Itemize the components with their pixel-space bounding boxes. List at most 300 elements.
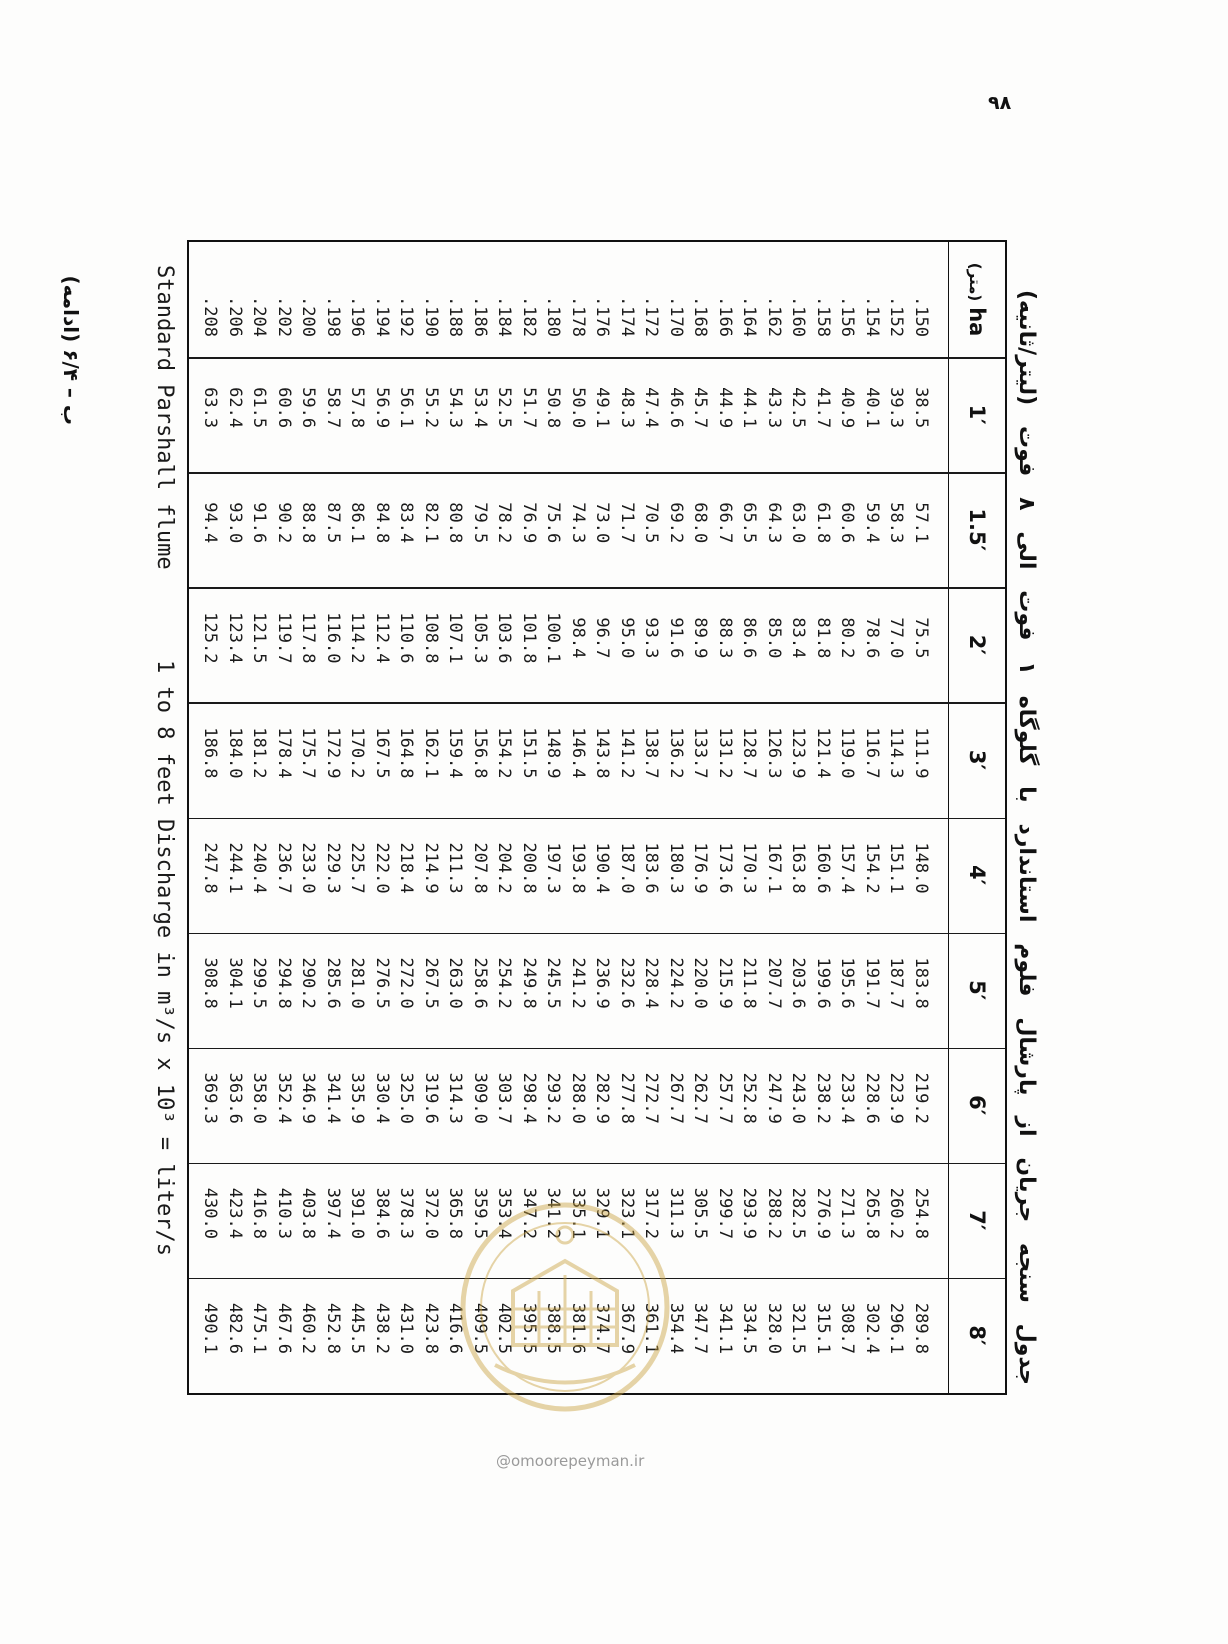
discharge-cell: 330.4	[372, 1072, 392, 1124]
discharge-cell: 66.7	[715, 502, 735, 544]
discharge-cell: 38.5	[911, 387, 931, 429]
discharge-cell: 151.1	[886, 842, 907, 894]
column-divider	[189, 1163, 1005, 1165]
discharge-cell: 288.0	[568, 1072, 588, 1124]
discharge-cell: 57.8	[347, 387, 368, 429]
discharge-cell: 431.0	[396, 1302, 417, 1355]
head-value-cell: .162	[764, 296, 784, 338]
column-divider	[189, 933, 1005, 935]
discharge-cell: 354.4	[666, 1302, 686, 1355]
discharge-cell: 238.2	[813, 1072, 833, 1124]
discharge-cell: 98.4	[568, 617, 588, 659]
discharge-cell: 303.7	[494, 1072, 515, 1124]
discharge-cell: 200.8	[519, 842, 539, 894]
discharge-cell: 100.1	[543, 612, 564, 664]
discharge-cell: 272.0	[396, 957, 417, 1009]
discharge-cell: 86.1	[347, 502, 368, 544]
head-value-cell: .170	[666, 296, 686, 338]
discharge-cell: 277.8	[617, 1072, 637, 1124]
discharge-cell: 56.1	[396, 387, 417, 429]
discharge-cell: 88.3	[715, 617, 735, 659]
column-header-9: 8′	[965, 1325, 989, 1346]
head-value-cell: .202	[274, 296, 294, 338]
discharge-cell: 42.5	[788, 387, 809, 429]
discharge-cell: 160.6	[813, 842, 833, 894]
discharge-cell: 241.2	[568, 957, 588, 1009]
caption-units: 1 to 8 feet Discharge in m³/s x 10³ = liter/s	[152, 660, 177, 1257]
discharge-cell: 159.4	[445, 727, 466, 779]
discharge-cell: 63.0	[788, 502, 809, 544]
discharge-cell: 430.0	[200, 1187, 221, 1239]
discharge-cell: 56.9	[372, 387, 392, 429]
head-value-cell: .208	[200, 296, 221, 338]
discharge-cell: 218.4	[396, 842, 417, 894]
column-header-3: 2′	[965, 634, 989, 655]
discharge-cell: 71.7	[617, 502, 637, 544]
discharge-cell: 254.8	[911, 1187, 931, 1239]
head-value-cell: .172	[641, 296, 662, 338]
discharge-cell: 173.6	[715, 842, 735, 894]
discharge-cell: 53.4	[470, 387, 490, 429]
discharge-cell: 219.2	[911, 1072, 931, 1124]
discharge-cell: 49.1	[592, 387, 613, 429]
discharge-cell: 282.9	[592, 1072, 613, 1124]
table-title: جدول سنجه جریان از پارشال فلوم استاندارد با گلوگاه ۱ فوت الی ۸ فوت (لیتر/ثانیه)	[1014, 290, 1039, 1386]
discharge-cell: 402.5	[494, 1302, 515, 1355]
discharge-cell: 44.9	[715, 387, 735, 429]
discharge-cell: 409.5	[470, 1302, 490, 1355]
discharge-cell: 69.2	[666, 502, 686, 544]
discharge-cell: 423.8	[421, 1302, 441, 1355]
discharge-cell: 257.7	[715, 1072, 735, 1124]
discharge-cell: 193.8	[568, 842, 588, 894]
discharge-cell: 438.2	[372, 1302, 392, 1355]
discharge-cell: 334.5	[739, 1302, 760, 1355]
discharge-cell: 276.5	[372, 957, 392, 1009]
discharge-cell: 299.5	[249, 957, 270, 1009]
discharge-cell: 101.8	[519, 612, 539, 664]
discharge-cell: 247.8	[200, 842, 221, 894]
head-value-cell: .194	[372, 296, 392, 338]
discharge-cell: 187.0	[617, 842, 637, 894]
discharge-cell: 281.0	[347, 957, 368, 1009]
discharge-cell: 224.2	[666, 957, 686, 1009]
discharge-cell: 126.3	[764, 727, 784, 779]
head-value-cell: .182	[519, 296, 539, 338]
discharge-cell: 148.0	[911, 842, 931, 894]
discharge-cell: 57.1	[911, 502, 931, 544]
discharge-cell: 167.5	[372, 727, 392, 779]
discharge-cell: 107.1	[445, 612, 466, 664]
head-value-cell: .158	[813, 296, 833, 338]
discharge-cell: 323.1	[617, 1187, 637, 1239]
column-divider	[189, 357, 1005, 359]
discharge-cell: 143.8	[592, 727, 613, 779]
discharge-cell: 58.3	[886, 502, 907, 544]
discharge-cell: 184.0	[225, 727, 245, 779]
discharge-cell: 91.6	[666, 617, 686, 659]
discharge-cell: 452.8	[323, 1302, 343, 1355]
discharge-cell: 186.8	[200, 727, 221, 779]
column-divider	[189, 472, 1005, 474]
discharge-cell: 240.4	[249, 842, 270, 894]
discharge-cell: 163.8	[788, 842, 809, 894]
column-header-2: 1.5′	[965, 508, 989, 552]
discharge-cell: 86.6	[739, 617, 760, 659]
discharge-cell: 83.4	[788, 617, 809, 659]
discharge-cell: 43.3	[764, 387, 784, 429]
discharge-cell: 62.4	[225, 387, 245, 429]
discharge-cell: 80.2	[837, 617, 858, 659]
discharge-cell: 315.1	[813, 1302, 833, 1355]
discharge-cell: 183.8	[911, 957, 931, 1009]
head-value-cell: .166	[715, 296, 735, 338]
discharge-cell: 162.1	[421, 727, 441, 779]
discharge-cell: 119.7	[274, 612, 294, 664]
head-value-cell: .200	[298, 296, 319, 338]
discharge-cell: 197.3	[543, 842, 564, 894]
discharge-cell: 403.8	[298, 1187, 319, 1239]
discharge-cell: 416.8	[249, 1187, 270, 1239]
head-symbol: ha	[965, 307, 989, 337]
discharge-cell: 384.6	[372, 1187, 392, 1239]
caption-flume-name: Standard Parshall flume	[152, 265, 177, 570]
discharge-cell: 65.5	[739, 502, 760, 544]
discharge-cell: 309.0	[470, 1072, 490, 1124]
column-header-8: 7′	[965, 1210, 989, 1231]
discharge-cell: 60.6	[837, 502, 858, 544]
discharge-cell: 133.7	[690, 727, 711, 779]
head-value-cell: .196	[347, 296, 368, 338]
discharge-cell: 75.5	[911, 617, 931, 659]
discharge-cell: 299.7	[715, 1187, 735, 1239]
discharge-cell: 80.8	[445, 502, 466, 544]
head-value-cell: .152	[886, 296, 907, 338]
head-value-cell: .178	[568, 296, 588, 338]
discharge-cell: 381.6	[568, 1302, 588, 1355]
head-value-cell: .180	[543, 296, 564, 338]
discharge-cell: 317.2	[641, 1187, 662, 1239]
discharge-cell: 372.0	[421, 1187, 441, 1239]
discharge-table	[187, 240, 1007, 1395]
discharge-cell: 108.8	[421, 612, 441, 664]
discharge-cell: 214.9	[421, 842, 441, 894]
discharge-cell: 114.3	[886, 727, 907, 779]
discharge-cell: 47.4	[641, 387, 662, 429]
discharge-cell: 76.9	[519, 502, 539, 544]
discharge-cell: 222.0	[372, 842, 392, 894]
discharge-cell: 54.3	[445, 387, 466, 429]
discharge-cell: 167.1	[764, 842, 784, 894]
discharge-cell: 51.7	[519, 387, 539, 429]
page-number: ۹۸	[988, 92, 1012, 114]
discharge-cell: 223.9	[886, 1072, 907, 1124]
discharge-cell: 55.2	[421, 387, 441, 429]
discharge-cell: 83.4	[396, 502, 417, 544]
discharge-cell: 95.0	[617, 617, 637, 659]
discharge-cell: 416.6	[445, 1302, 466, 1355]
discharge-cell: 90.2	[274, 502, 294, 544]
discharge-cell: 229.3	[323, 842, 343, 894]
discharge-cell: 172.9	[323, 727, 343, 779]
discharge-cell: 352.4	[274, 1072, 294, 1124]
discharge-cell: 460.2	[298, 1302, 319, 1355]
discharge-cell: 58.7	[323, 387, 343, 429]
discharge-cell: 329.1	[592, 1187, 613, 1239]
head-value-cell: .168	[690, 296, 711, 338]
discharge-cell: 138.7	[641, 727, 662, 779]
discharge-cell: 467.6	[274, 1302, 294, 1355]
discharge-cell: 445.5	[347, 1302, 368, 1355]
head-value-cell: .156	[837, 296, 858, 338]
discharge-cell: 347.7	[690, 1302, 711, 1355]
head-value-cell: .174	[617, 296, 637, 338]
discharge-cell: 59.4	[862, 502, 882, 544]
discharge-cell: 410.3	[274, 1187, 294, 1239]
head-value-cell: .192	[396, 296, 417, 338]
head-column-header	[965, 242, 989, 357]
discharge-cell: 302.4	[862, 1302, 882, 1355]
discharge-cell: 247.9	[764, 1072, 784, 1124]
discharge-cell: 156.8	[470, 727, 490, 779]
discharge-cell: 148.9	[543, 727, 564, 779]
discharge-cell: 93.3	[641, 617, 662, 659]
discharge-cell: 298.4	[519, 1072, 539, 1124]
discharge-cell: 314.3	[445, 1072, 466, 1124]
discharge-cell: 267.7	[666, 1072, 686, 1124]
discharge-cell: 263.0	[445, 957, 466, 1009]
discharge-cell: 335.9	[347, 1072, 368, 1124]
discharge-cell: 40.9	[837, 387, 858, 429]
discharge-cell: 341.4	[323, 1072, 343, 1124]
watermark-url: @omoorepeyman.ir	[496, 1452, 645, 1470]
discharge-cell: 190.4	[592, 842, 613, 894]
discharge-cell: 249.8	[519, 957, 539, 1009]
head-value-cell: .150	[911, 296, 931, 338]
discharge-cell: 245.5	[543, 957, 564, 1009]
discharge-cell: 290.2	[298, 957, 319, 1009]
discharge-cell: 305.5	[690, 1187, 711, 1239]
discharge-cell: 60.6	[274, 387, 294, 429]
discharge-cell: 289.8	[911, 1302, 931, 1355]
discharge-cell: 78.2	[494, 502, 515, 544]
discharge-cell: 187.7	[886, 957, 907, 1009]
discharge-cell: 121.4	[813, 727, 833, 779]
discharge-cell: 267.5	[421, 957, 441, 1009]
discharge-cell: 48.3	[617, 387, 637, 429]
discharge-cell: 70.5	[641, 502, 662, 544]
column-divider	[189, 1278, 1005, 1280]
discharge-cell: 423.4	[225, 1187, 245, 1239]
discharge-cell: 59.6	[298, 387, 319, 429]
discharge-cell: 44.1	[739, 387, 760, 429]
discharge-cell: 105.3	[470, 612, 490, 664]
discharge-cell: 388.5	[543, 1302, 564, 1355]
discharge-cell: 319.6	[421, 1072, 441, 1124]
discharge-cell: 296.1	[886, 1302, 907, 1355]
discharge-cell: 233.0	[298, 842, 319, 894]
discharge-cell: 271.3	[837, 1187, 858, 1239]
discharge-cell: 308.7	[837, 1302, 858, 1355]
discharge-cell: 112.4	[372, 612, 392, 664]
discharge-cell: 116.7	[862, 727, 882, 779]
discharge-cell: 114.2	[347, 612, 368, 664]
discharge-cell: 232.6	[617, 957, 637, 1009]
discharge-cell: 181.2	[249, 727, 270, 779]
discharge-cell: 374.7	[592, 1302, 613, 1355]
discharge-cell: 236.9	[592, 957, 613, 1009]
head-value-cell: .198	[323, 296, 343, 338]
discharge-cell: 154.2	[494, 727, 515, 779]
discharge-cell: 79.5	[470, 502, 490, 544]
discharge-cell: 228.4	[641, 957, 662, 1009]
discharge-cell: 288.2	[764, 1187, 784, 1239]
discharge-cell: 395.5	[519, 1302, 539, 1355]
head-value-cell: .164	[739, 296, 760, 338]
discharge-cell: 180.3	[666, 842, 686, 894]
discharge-cell: 236.7	[274, 842, 294, 894]
discharge-cell: 244.1	[225, 842, 245, 894]
column-header-6: 5′	[965, 980, 989, 1001]
discharge-cell: 178.4	[274, 727, 294, 779]
discharge-cell: 63.3	[200, 387, 221, 429]
discharge-cell: 211.8	[739, 957, 760, 1009]
discharge-cell: 117.8	[298, 612, 319, 664]
discharge-cell: 64.3	[764, 502, 784, 544]
table-caption	[150, 265, 178, 1365]
discharge-cell: 91.6	[249, 502, 270, 544]
discharge-cell: 341.1	[715, 1302, 735, 1355]
table-number-label: ب – ۶/۴ (ادامه)	[59, 275, 83, 425]
discharge-cell: 215.9	[715, 957, 735, 1009]
discharge-cell: 285.6	[323, 957, 343, 1009]
discharge-cell: 93.0	[225, 502, 245, 544]
head-value-cell: .206	[225, 296, 245, 338]
discharge-cell: 50.8	[543, 387, 564, 429]
discharge-cell: 254.2	[494, 957, 515, 1009]
discharge-cell: 490.1	[200, 1302, 221, 1355]
discharge-cell: 207.7	[764, 957, 784, 1009]
column-header-1: 1′	[965, 404, 989, 425]
discharge-cell: 397.4	[323, 1187, 343, 1239]
discharge-cell: 304.1	[225, 957, 245, 1009]
discharge-cell: 365.8	[445, 1187, 466, 1239]
discharge-cell: 136.2	[666, 727, 686, 779]
discharge-cell: 96.7	[592, 617, 613, 659]
discharge-cell: 111.9	[911, 727, 931, 779]
discharge-cell: 203.6	[788, 957, 809, 1009]
discharge-cell: 131.2	[715, 727, 735, 779]
discharge-cell: 183.6	[641, 842, 662, 894]
head-value-cell: .188	[445, 296, 466, 338]
column-divider	[189, 1048, 1005, 1050]
discharge-cell: 123.9	[788, 727, 809, 779]
head-value-cell: .186	[470, 296, 490, 338]
discharge-cell: 89.9	[690, 617, 711, 659]
discharge-cell: 361.1	[641, 1302, 662, 1355]
discharge-cell: 220.0	[690, 957, 711, 1009]
discharge-cell: 475.1	[249, 1302, 270, 1355]
discharge-cell: 73.0	[592, 502, 613, 544]
discharge-cell: 363.6	[225, 1072, 245, 1124]
discharge-cell: 191.7	[862, 957, 882, 1009]
discharge-cell: 94.4	[200, 502, 221, 544]
discharge-cell: 276.9	[813, 1187, 833, 1239]
discharge-cell: 146.4	[568, 727, 588, 779]
column-divider	[189, 702, 1005, 704]
discharge-cell: 75.6	[543, 502, 564, 544]
discharge-cell: 170.2	[347, 727, 368, 779]
discharge-cell: 61.5	[249, 387, 270, 429]
discharge-cell: 325.0	[396, 1072, 417, 1124]
discharge-cell: 125.2	[200, 612, 221, 664]
discharge-cell: 82.1	[421, 502, 441, 544]
discharge-cell: 328.0	[764, 1302, 784, 1355]
discharge-cell: 482.6	[225, 1302, 245, 1355]
discharge-cell: 358.0	[249, 1072, 270, 1124]
discharge-cell: 45.7	[690, 387, 711, 429]
discharge-cell: 243.0	[788, 1072, 809, 1124]
discharge-cell: 88.8	[298, 502, 319, 544]
column-divider	[189, 587, 1005, 589]
discharge-cell: 265.8	[862, 1187, 882, 1239]
discharge-cell: 293.2	[543, 1072, 564, 1124]
discharge-cell: 68.0	[690, 502, 711, 544]
discharge-cell: 346.9	[298, 1072, 319, 1124]
discharge-cell: 262.7	[690, 1072, 711, 1124]
discharge-cell: 335.1	[568, 1187, 588, 1239]
discharge-cell: 293.9	[739, 1187, 760, 1239]
discharge-cell: 258.6	[470, 957, 490, 1009]
rotated-table-sheet	[40, 230, 1050, 1430]
discharge-cell: 175.7	[298, 727, 319, 779]
discharge-cell: 195.6	[837, 957, 858, 1009]
discharge-cell: 46.6	[666, 387, 686, 429]
discharge-cell: 103.6	[494, 612, 515, 664]
discharge-cell: 341.2	[543, 1187, 564, 1239]
discharge-cell: 199.6	[813, 957, 833, 1009]
column-header-4: 3′	[965, 749, 989, 771]
discharge-cell: 77.0	[886, 617, 907, 659]
discharge-cell: 50.0	[568, 387, 588, 429]
discharge-cell: 170.3	[739, 842, 760, 894]
discharge-cell: 211.3	[445, 842, 466, 894]
discharge-cell: 78.6	[862, 617, 882, 659]
discharge-cell: 367.9	[617, 1302, 637, 1355]
discharge-cell: 207.8	[470, 842, 490, 894]
discharge-cell: 164.8	[396, 727, 417, 779]
column-header-5: 4′	[965, 864, 989, 886]
discharge-cell: 369.3	[200, 1072, 221, 1124]
discharge-cell: 61.8	[813, 502, 833, 544]
discharge-cell: 39.3	[886, 387, 907, 429]
discharge-cell: 347.2	[519, 1187, 539, 1239]
discharge-cell: 260.2	[886, 1187, 907, 1239]
head-value-cell: .160	[788, 296, 809, 338]
discharge-cell: 41.7	[813, 387, 833, 429]
discharge-cell: 176.9	[690, 842, 711, 894]
head-value-cell: .176	[592, 296, 613, 338]
discharge-cell: 294.8	[274, 957, 294, 1009]
discharge-cell: 359.5	[470, 1187, 490, 1239]
discharge-cell: 40.1	[862, 387, 882, 429]
discharge-cell: 128.7	[739, 727, 760, 779]
discharge-cell: 154.2	[862, 842, 882, 894]
discharge-cell: 353.4	[494, 1187, 515, 1239]
discharge-cell: 321.5	[788, 1302, 809, 1355]
discharge-cell: 311.3	[666, 1187, 686, 1239]
discharge-cell: 225.7	[347, 842, 368, 894]
